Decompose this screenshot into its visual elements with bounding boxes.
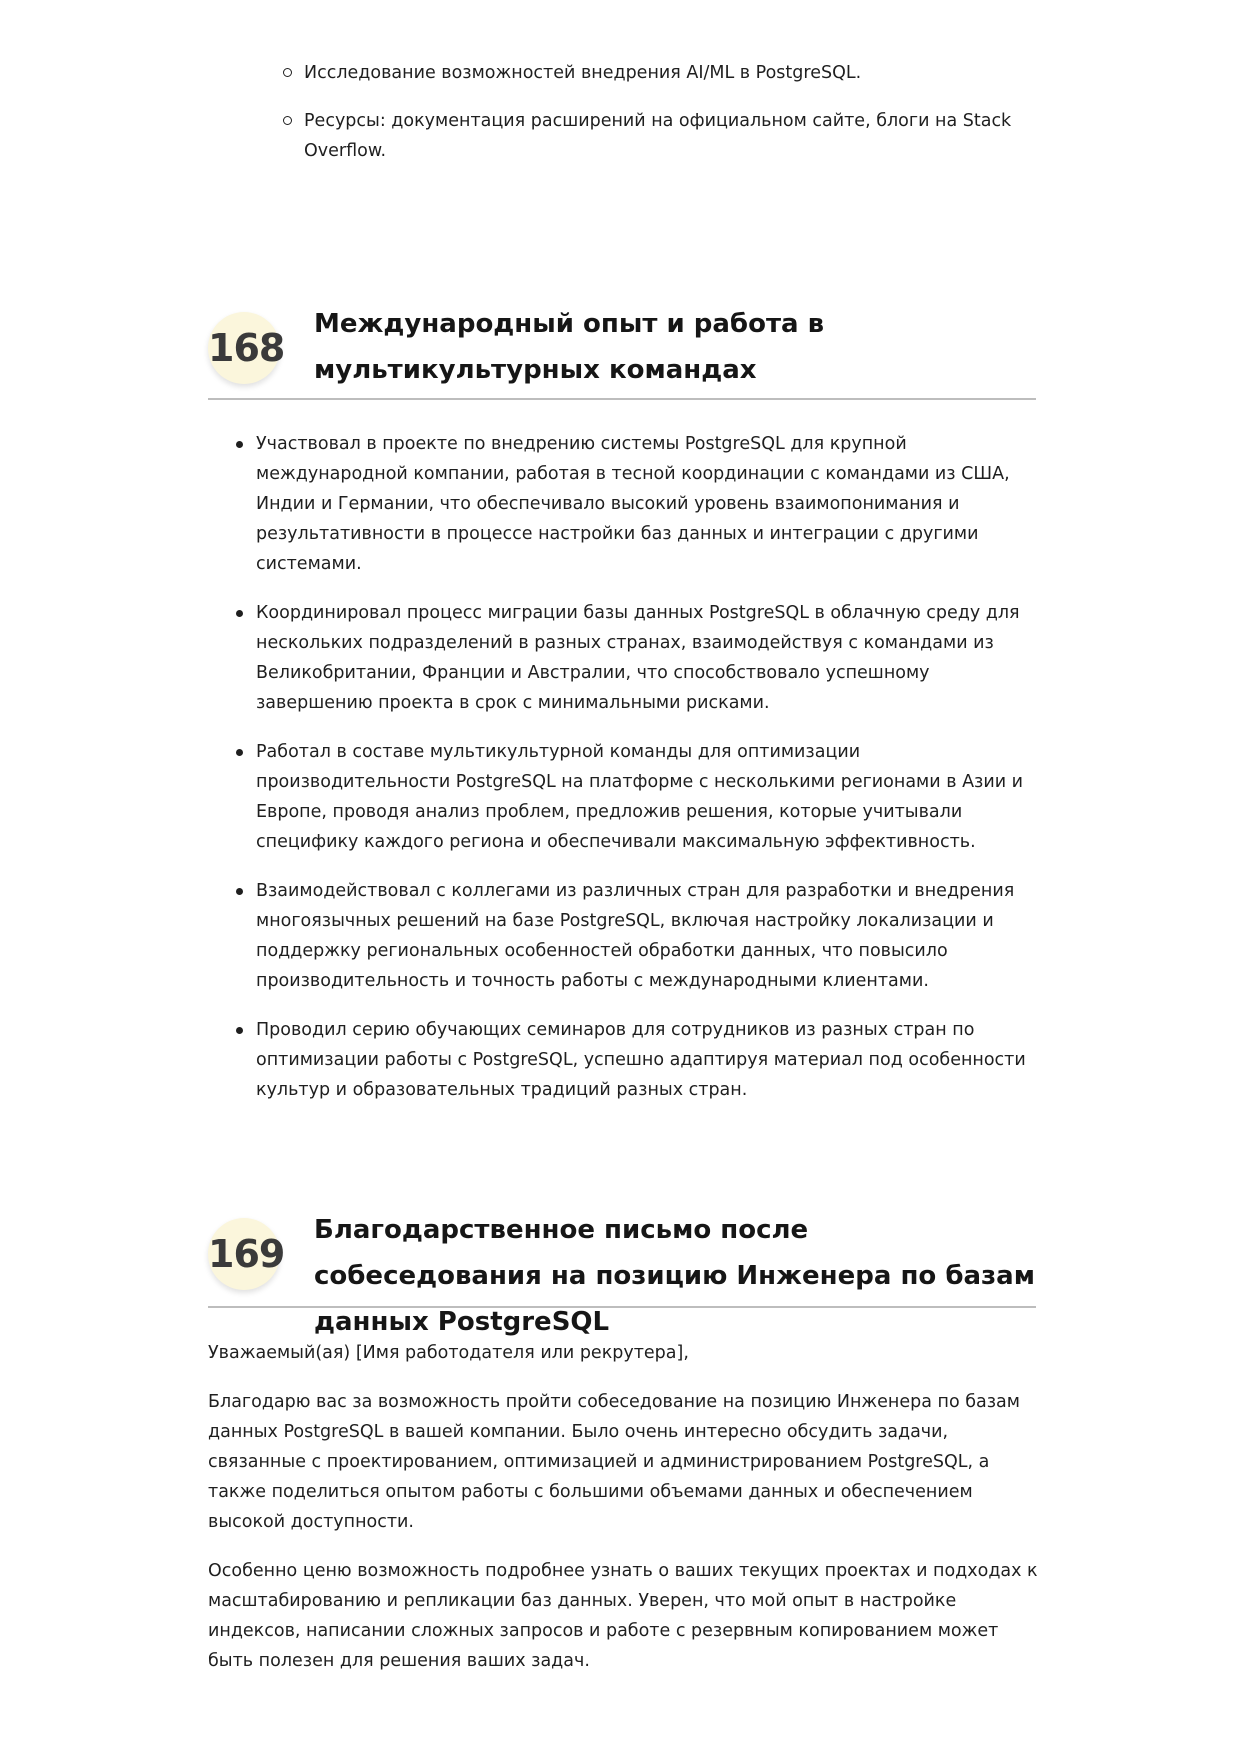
list-item bbox=[282, 58, 1022, 88]
bullet-icon bbox=[236, 888, 243, 895]
list-item-text: Взаимодействовал с коллегами из различных стран для разработки и внедрения многоязычных решений на базе PostgreSQL, включая настройку локализации и поддержку региональных особенностей обработки данных, что повысило производительность и точность работы с международными клиентами. bbox=[256, 881, 1015, 991]
list-item-text: Работал в составе мультикультурной команды для оптимизации производительности PostgreSQL на платформе с несколькими регионами в Азии и Европе, проводя анализ проблем, предложив решения, которые учитывали специфику каждого региона и обеспечивали максимальную эффективность. bbox=[256, 742, 1024, 852]
list-item-text: Исследование возможностей внедрения AI/ML в PostgreSQL. bbox=[304, 63, 862, 83]
hollow-bullet-icon bbox=[283, 116, 292, 125]
list-item bbox=[234, 876, 1034, 996]
bullet-icon bbox=[236, 1027, 243, 1034]
letter-paragraph: Особенно ценю возможность подробнее узнать о ваших текущих проектах и подходах к масштабированию и репликации баз данных. Уверен, что мой опыт в настройке индексов, написании сложных запросов и работе с резервным копированием может быть полезен для решения ваших задач. bbox=[208, 1561, 1038, 1671]
list-item bbox=[282, 106, 1022, 166]
section-header-168 bbox=[208, 300, 1036, 400]
list-item-text: Участвовал в проекте по внедрению системы PostgreSQL для крупной международной компании, работая в тесной координации с командами из США, Индии и Германии, что обеспечивало высокий уровень взаимопонимания и результативности в процессе настройки баз данных и интеграции с другими системами. bbox=[256, 434, 1010, 574]
bullet-icon bbox=[236, 610, 243, 617]
section-number-badge: 169 bbox=[208, 1218, 280, 1290]
list-item-text: Проводил серию обучающих семинаров для сотрудников из разных стран по оптимизации работы с PostgreSQL, успешно адаптируя материал под особенности культур и образовательных традиций разных стран. bbox=[256, 1020, 1026, 1100]
letter-paragraph: Благодарю вас за возможность пройти собеседование на позицию Инженера по базам данных PostgreSQL в вашей компании. Было очень интересно обсудить задачи, связанные с проектированием, оптимизацией и администрированием PostgreSQL, а также поделиться опытом работы с большими объемами данных и обеспечением высокой доступности. bbox=[208, 1392, 1020, 1532]
section-title: Благодарственное письмо после собеседования на позицию Инженера по базам данных PostgreSQL bbox=[314, 1215, 1035, 1337]
hollow-bullet-icon bbox=[283, 68, 292, 77]
list-item-text: Ресурсы: документация расширений на официальном сайте, блоги на Stack Overflow. bbox=[304, 111, 1012, 161]
thank-you-letter bbox=[208, 1338, 1038, 1695]
section-header-169 bbox=[208, 1206, 1036, 1337]
resources-sublist bbox=[282, 58, 1022, 184]
list-item bbox=[234, 1015, 1034, 1105]
list-item-text: Координировал процесс миграции базы данных PostgreSQL в облачную среду для нескольких подразделений в разных странах, взаимодействуя с командами из Великобритании, Франции и Австралии, что способствовало успешному завершению проекта в срок с минимальными рисками. bbox=[256, 603, 1020, 713]
list-item bbox=[234, 737, 1034, 857]
letter-greeting: Уважаемый(ая) [Имя работодателя или рекрутера], bbox=[208, 1343, 689, 1363]
section-title: Международный опыт и работа в мультикультурных командах bbox=[314, 309, 825, 385]
experience-list bbox=[234, 429, 1034, 1124]
section-number-badge: 168 bbox=[208, 312, 280, 384]
bullet-icon bbox=[236, 749, 243, 756]
list-item bbox=[234, 598, 1034, 718]
bullet-icon bbox=[236, 441, 243, 448]
list-item bbox=[234, 429, 1034, 579]
